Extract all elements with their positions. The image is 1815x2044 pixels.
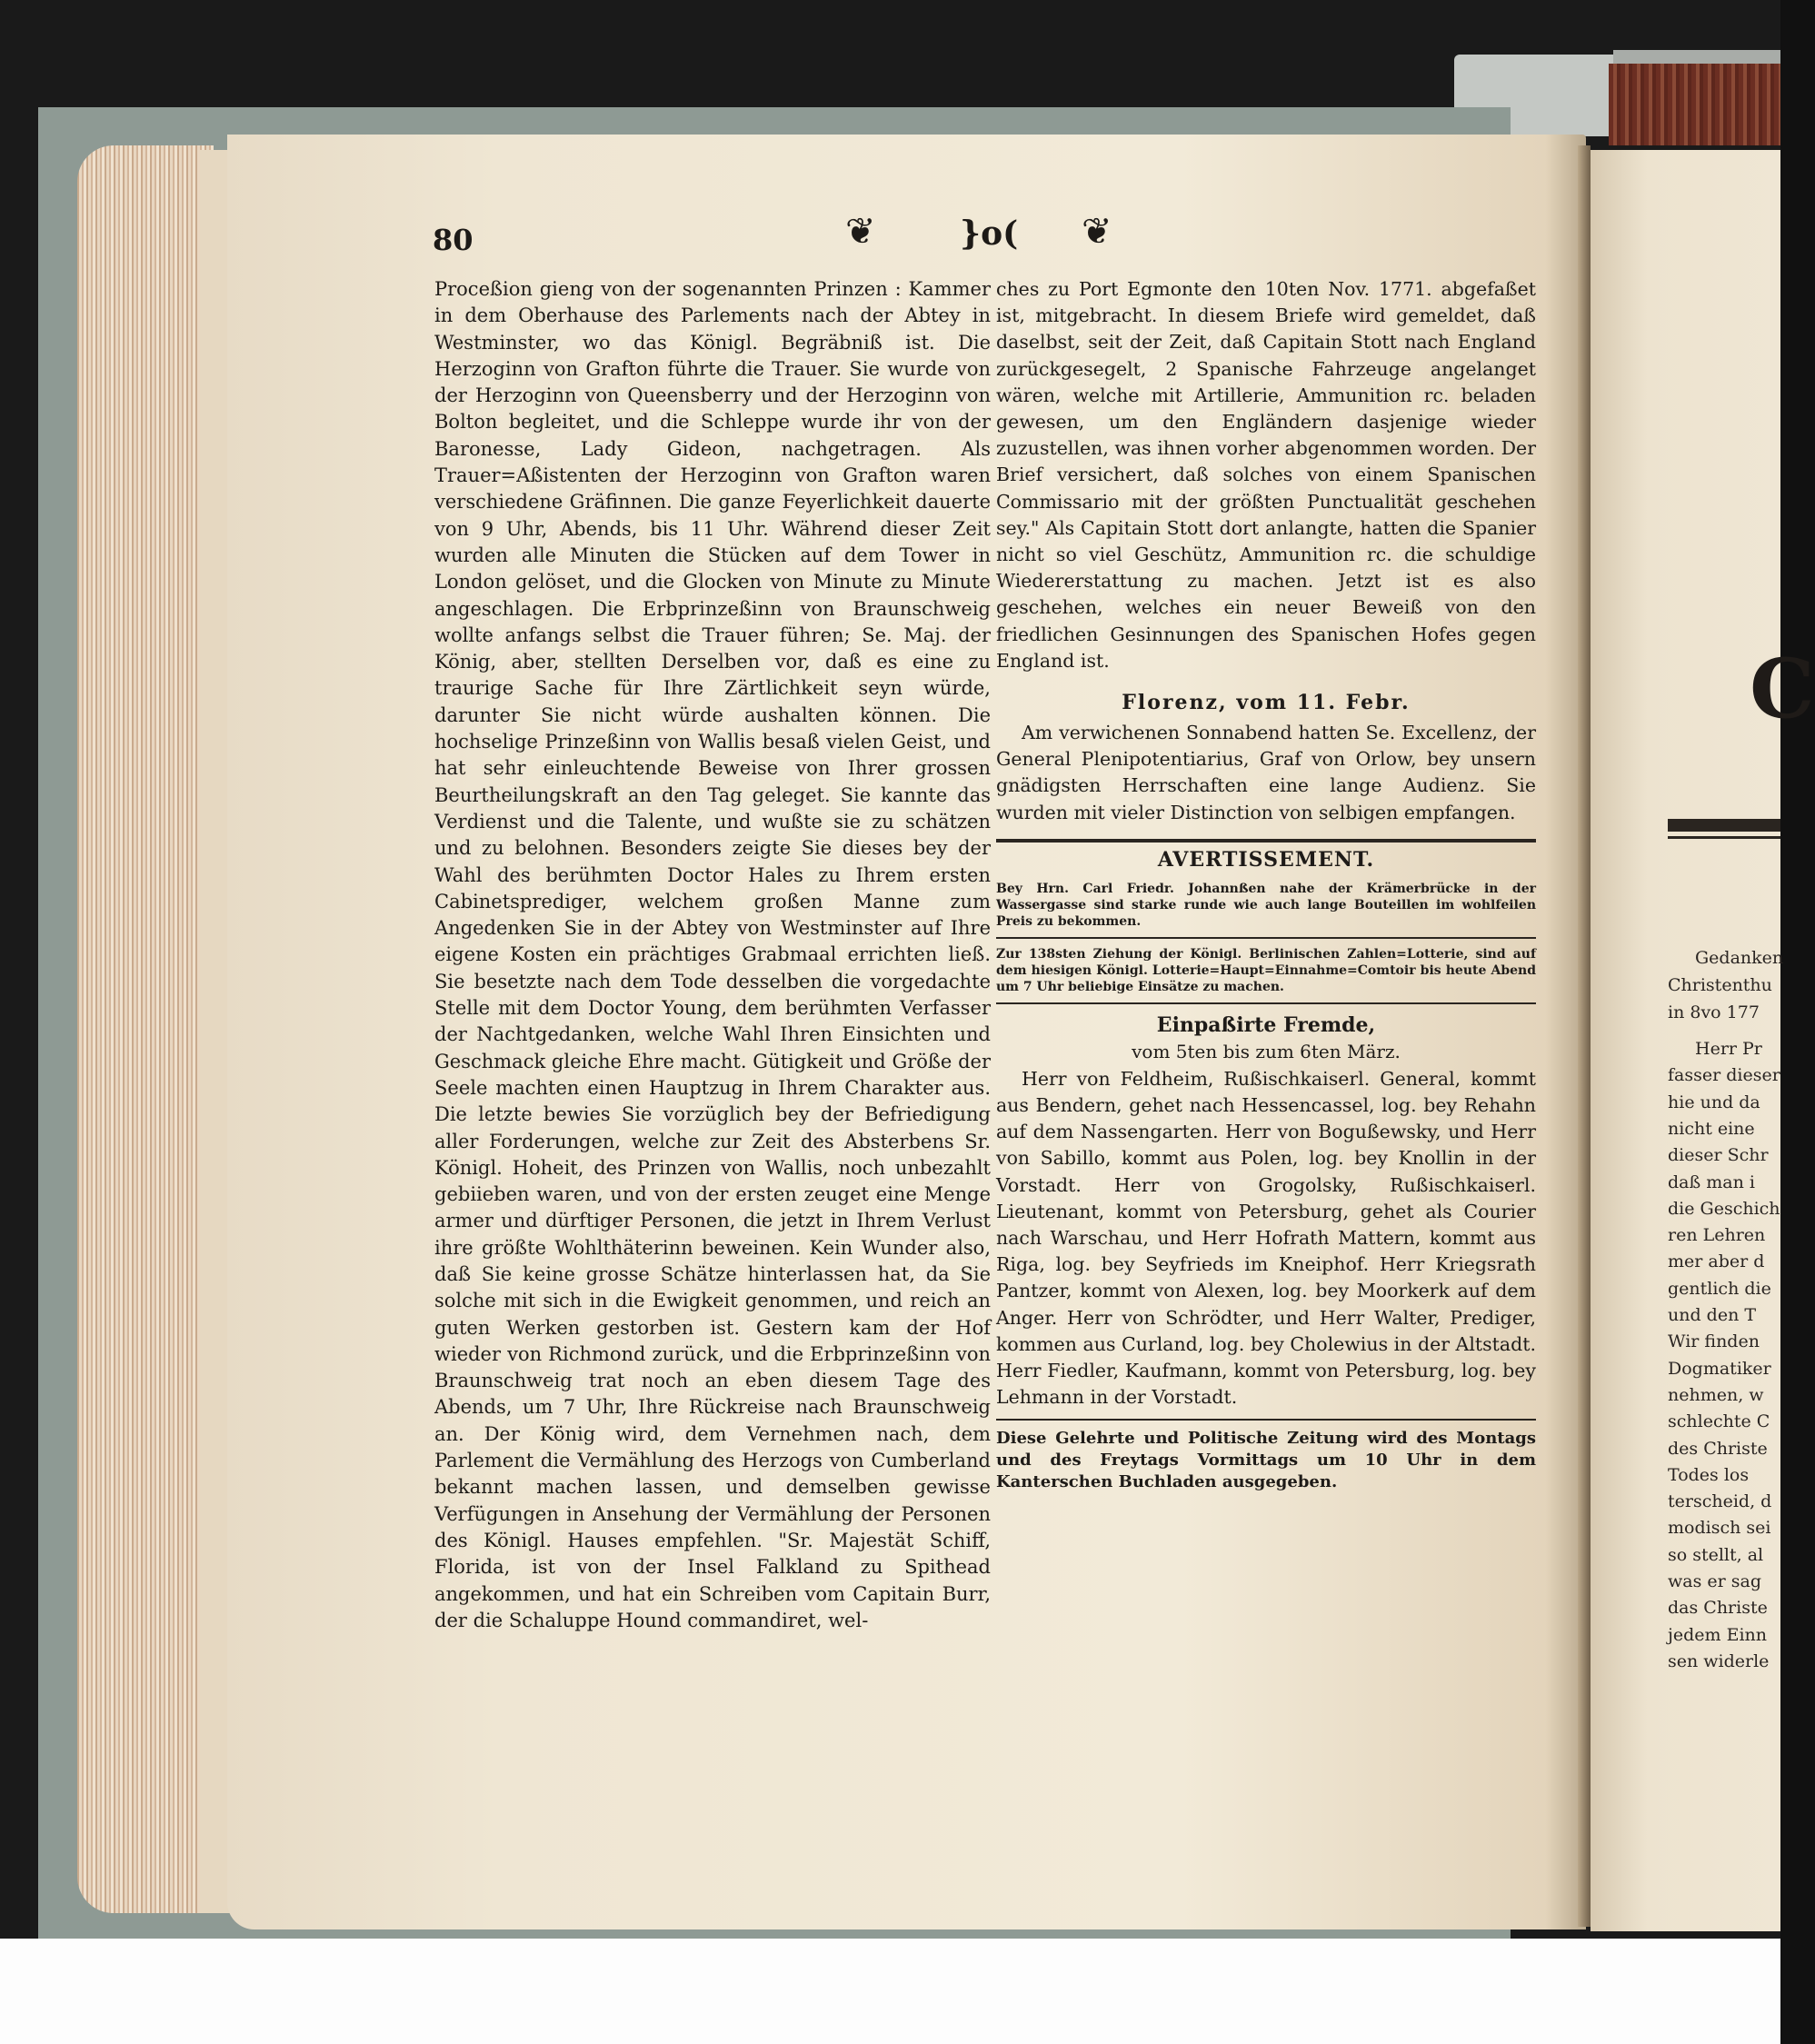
section-divider bbox=[996, 839, 1536, 843]
adjacent-page-line: gentlich die bbox=[1668, 1278, 1771, 1299]
adjacent-page-line: terscheid, d bbox=[1668, 1491, 1772, 1512]
adjacent-page-line: Wir finden bbox=[1668, 1331, 1760, 1352]
page-edges bbox=[77, 145, 214, 1913]
adjacent-page-line: ren Lehren bbox=[1668, 1225, 1766, 1246]
adjacent-page-line: modisch sei bbox=[1668, 1518, 1771, 1539]
adjacent-page-line: nehmen, w bbox=[1668, 1384, 1764, 1405]
adjacent-page-line: mer aber d bbox=[1668, 1251, 1765, 1272]
adjacent-page-rule-thin bbox=[1668, 836, 1780, 839]
adjacent-page-line: schlechte C bbox=[1668, 1411, 1770, 1432]
adjacent-page-line: in 8vo 177 bbox=[1668, 1002, 1760, 1022]
ad-divider bbox=[996, 937, 1536, 939]
adjacent-page-line: so stellt, al bbox=[1668, 1544, 1764, 1565]
adjacent-page-line: hie und da bbox=[1668, 1092, 1760, 1112]
spine-edge bbox=[1609, 64, 1780, 145]
adjacent-page-line: des Christe bbox=[1668, 1438, 1768, 1459]
adjacent-page-rule bbox=[1668, 819, 1780, 832]
adjacent-page-line: Dogmatiker bbox=[1668, 1358, 1771, 1379]
publication-notice: Diese Gelehrte und Politische Zeitung wird des Montags und des Freytags Vormittags um 10 Uhr in dem Kanterschen Buchladen ausgegeben. bbox=[996, 1428, 1536, 1491]
adjacent-page-line: nicht eine bbox=[1668, 1118, 1755, 1139]
adjacent-page-line: und den T bbox=[1668, 1305, 1757, 1325]
adjacent-page-line: das Christe bbox=[1668, 1598, 1768, 1619]
lottery-notice: Zur 138sten Ziehung der Königl. Berlinischen Zahlen=Lotterie, sind auf dem hiesigen Königl. Lotterie=Haupt=Einnahme=Comtoir bis heute Abend um 7 Uhr beliebige Einsätze zu machen. bbox=[996, 946, 1536, 994]
avertissement-text: Bey Hrn. Carl Friedr. Johannßen nahe der Krämerbrücke in der Wassergasse sind starke runde wie auch lange Bouteillen im wohlfeilen Preis zu bekommen. bbox=[996, 881, 1536, 929]
adjacent-page-line: Gedanken bbox=[1695, 948, 1784, 968]
florenz-text: Am verwichenen Sonnabend hatten Se. Excellenz, der General Plenipotentiarius, Graf von Orlow, bey unsern gnädigsten Herrschaften eine lange Audienz. Sie wurden mit vieler Distinction von selbigen empfangen. bbox=[996, 722, 1536, 823]
ornament-left: ❦ bbox=[845, 211, 876, 253]
left-column-text: Proceßion gieng von der sogenannten Prinzen : Kammer in dem Oberhause des Parlements nach der Abtey in Westminster, wo das Königl. Begräbniß ist. Die Herzoginn von Grafton führte die Trauer. Sie wurde von der Herzoginn von Queensberry und der Herzoginn von Bolton begleitet, und die Schleppe wurde ihr von der Baronesse, Lady Gideon, nachgetragen. Als Trauer=Aßistenten der Herzoginn von Grafton waren verschiedene Gräfinnen. Die ganze Feyerlichkeit dauerte von 9 Uhr, Abends, bis 11 Uhr. Während dieser Zeit wurden alle Minuten die Stücken auf dem Tower in London gelöset, und die Glocken von Minute zu Minute angeschlagen. Die Erbprinzeßinn von Braunschweig wollte anfangs selbst die Trauer führen; Se. Maj. der König, aber, stellten Derselben vor, daß es eine zu traurige Sache für Ihre Zärtlichkeit seyn würde, darunter Sie nicht würde aushalten können. Die hochselige Prinzeßinn von Wallis besaß vielen Geist, und hat sehr einleuchtende Beweise von Ihrer grossen Beurtheilungskraft an den Tag geleget. Sie kannte das Verdienst und die Talente, und wußte sie zu schätzen und zu belohnen. Besonders zeigte Sie dieses bey der Wahl des berühmten Doctor Hales zu Ihrem ersten Cabinetsprediger, welchem großen Manne zum Angedenken Sie in der Abtey von Westminster auf Ihre eigene Kosten ein prächtiges Grabmaal errichten ließ. Sie besetzte nach dem Tode desselben die vorgedachte Stelle mit dem Doctor Young, dem berühmten Verfasser der Nachtgedanken, welche Wahl Ihren Einsichten und Geschmack gleiche Ehre macht. Gütigkeit und Größe der Seele machten einen Hauptzug in Ihrem Charakter aus. Die letzte bewies Sie vorzüglich bey der Befriedigung aller Forderungen, welche zur Zeit des Absterbens Sr. Königl. Hoheit, des Prinzen von Wallis, noch unbezahlt gebiieben waren, und von der ersten zeuget eine Menge armer und dürftiger Personen, die jetzt in Ihrem Verlust ihre größte Wohlthäterinn beweinen. Kein Wunder also, daß Sie keine grosse Schätze hinterlassen hat, da Sie solche mit sich in die Ewigkeit genommen, und reich an guten Werken gestorben ist. Gestern kam der Hof wieder von Richmond zurück, und die Erbprinzeßinn von Braunschweig trat noch an eben diesem Tage des Abends, um 7 Uhr, Ihre Rückreise nach Braunschweig an. Der König wird, dem Vernehmen nach, dem Parlement die Vermählung des Herzogs von Cumberland bekannt machen lassen, und demselben gewisse Verfügungen in Ansehung der Vermählung der Personen des Königl. Hauses empfehlen. "Sr. Majestät Schiff, Florida, ist von der Insel Falkland zu Spithead angekommen, und hat ein Schreiben vom Capitain Burr, der die Schaluppe Hound commandiret, wel- bbox=[434, 278, 991, 1631]
adjacent-page-line: fasser dieser bbox=[1668, 1065, 1780, 1086]
ad-divider-2 bbox=[996, 1002, 1536, 1004]
adjacent-page-line: sen widerle bbox=[1668, 1650, 1770, 1671]
right-column bbox=[996, 276, 1536, 1493]
adjacent-page-line: Todes los bbox=[1668, 1464, 1750, 1485]
page-number: 80 bbox=[433, 223, 474, 257]
adjacent-page-line: dieser Schr bbox=[1668, 1145, 1769, 1166]
scan-bottom-margin bbox=[0, 1939, 1780, 2044]
ornament-center: }o( bbox=[960, 214, 1019, 253]
adjacent-page-line: die Geschich bbox=[1668, 1198, 1780, 1219]
florenz-heading: Florenz, vom 11. Febr. bbox=[1122, 691, 1411, 715]
avertissement-title: AVERTISSEMENT. bbox=[1157, 847, 1375, 872]
adjacent-page-line: was er sag bbox=[1668, 1571, 1761, 1591]
adjacent-page-line: Christenthu bbox=[1668, 975, 1772, 995]
book-gutter bbox=[1578, 145, 1591, 1927]
ornament-right: ❦ bbox=[1082, 211, 1112, 253]
arrivals-text: Herr von Feldheim, Rußischkaiserl. General, kommt aus Bendern, gehet nach Hessencassel, log. bey Rehahn auf dem Nassengarten. Herr von Bogußewsky, und Herr von Sabillo, kommt aus Polen, log. bey Knollin in der Vorstadt. Herr von Grogolsky, Rußischkaiserl. Lieutenant, kommt von Petersburg, gehet als Courier nach Warschau, und Herr Hofrath Mattern, kommt aus Riga, log. bey Seyfrieds im Kneiphof. Herr Kriegsrath Pantzer, kommt von Alexen, log. bey Moorkerk auf dem Anger. Herr von Schrödter, und Herr Walter, Prediger, kommen aus Curland, log. bey Cholewius in der Altstadt. Herr Fiedler, Kaufmann, kommt von Petersburg, log. bey Lehmann in der Vorstadt. bbox=[996, 1067, 1536, 1409]
adjacent-page-line: Herr Pr bbox=[1695, 1039, 1762, 1059]
adjacent-page-initial: C bbox=[1750, 641, 1815, 737]
arrivals-title: Einpaßirte Fremde, bbox=[1156, 1012, 1376, 1037]
arrivals-date: vom 5ten bis zum 6ten März. bbox=[1132, 1040, 1401, 1062]
adjacent-page-line: daß man i bbox=[1668, 1172, 1755, 1192]
closing-divider bbox=[996, 1419, 1536, 1421]
london-report-continued: ches zu Port Egmonte den 10ten Nov. 1771. abgefaßet ist, mitgebracht. In diesem Briefe wird gemeldet, daß daselbst, seit der Zeit, daß Capitain Stott nach England zurückgesegelt, 2 Spanische Fahrzeuge angelanget wären, welche mit Artillerie, Ammunition rc. beladen gewesen, um den Engländern dasjenige wieder zuzustellen, was ihnen vorher abgenommen worden. Der Brief versichert, daß solches von einem Spanischen Commissario mit der größten Punctualität geschehen sey." Als Capitain Stott dort anlangte, hatten die Spanier nicht so viel Geschütz, Ammunition rc. die schuldige Wiedererstattung zu machen. Jetzt ist es also geschehen, welches ein neuer Beweiß von den friedlichen Gesinnungen des Spanischen Hofes gegen England ist. bbox=[996, 278, 1536, 672]
adjacent-page-line: jedem Einn bbox=[1668, 1624, 1768, 1645]
left-column bbox=[434, 276, 991, 1634]
